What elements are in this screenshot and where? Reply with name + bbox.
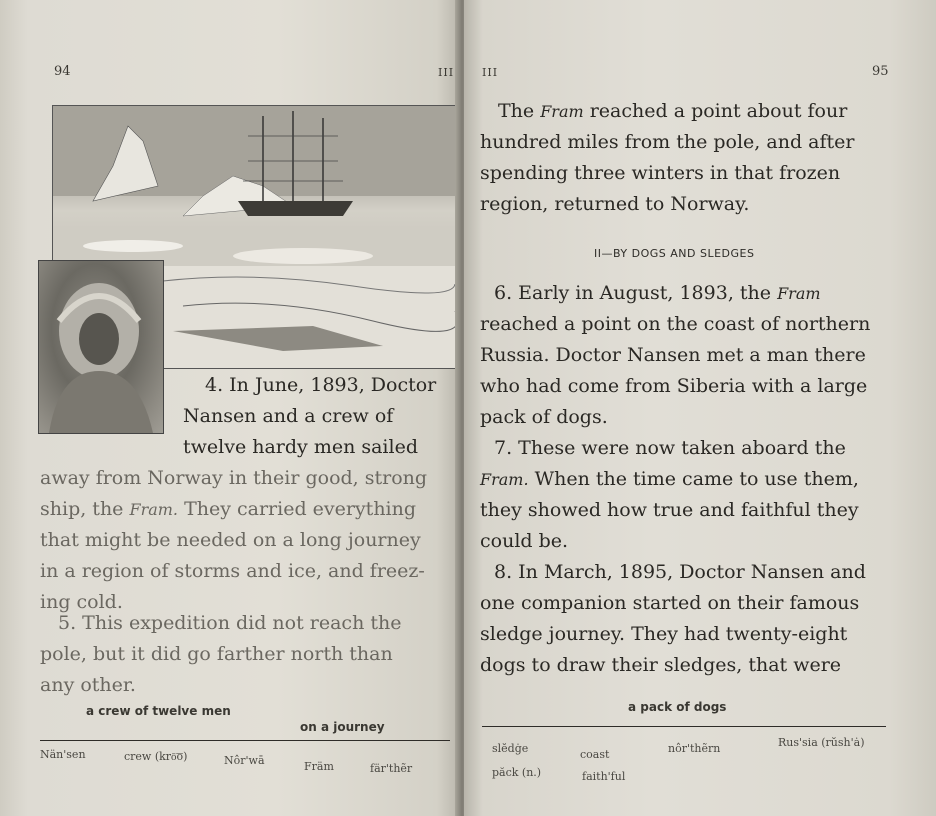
text-line: they showed how true and faithful they [480, 499, 859, 521]
text-line: that might be needed on a long journey [40, 529, 421, 551]
paragraph-6 [480, 278, 870, 433]
text-line: region, returned to Norway. [480, 193, 750, 215]
text-line: 4. In June, 1893, Doctor [205, 374, 437, 396]
paragraph-7 [480, 433, 859, 557]
text-line: away from Norway in their good, strong [40, 467, 428, 489]
pronunciation-word: Nôr'wā [224, 754, 265, 767]
nansen-portrait [38, 260, 164, 434]
paragraph-4-indented [183, 370, 437, 463]
text-line: could be. [480, 530, 569, 552]
text-line: sledge journey. They had twenty-eight [480, 623, 848, 645]
paragraph-continuation [480, 96, 854, 220]
pronunciation-word: crew (krō͞o) [124, 750, 188, 763]
text-line: spending three winters in that frozen [480, 162, 841, 184]
footer-rule [482, 726, 886, 727]
text-line: The Fram reached a point about four [498, 100, 848, 122]
portrait-drawing [39, 261, 163, 433]
text-line: ing cold. [40, 591, 123, 613]
footer-rule [40, 740, 450, 741]
paragraph-8 [480, 557, 866, 681]
page-number: 94 [54, 64, 71, 79]
chapter-mark: III [438, 66, 455, 79]
pronunciation-word: Rus'sia (rŭsh'ȧ) [778, 736, 865, 749]
text-line: dogs to draw their sledges, that were [480, 654, 842, 676]
ship-name-fram: Fram [540, 102, 584, 121]
pronunciation-word: nôr'thẽrn [668, 742, 721, 755]
ship-name-fram: Fram [777, 284, 821, 303]
paragraph-5 [40, 608, 401, 701]
text-line: hundred miles from the pole, and after [480, 131, 855, 153]
text-line: in a region of storms and ice, and freez- [40, 560, 425, 582]
text-line: reached a point on the coast of northern [480, 313, 871, 335]
section-subheading: II—BY DOGS AND SLEDGES [594, 247, 755, 260]
pronunciation-word: Främ [304, 760, 334, 773]
text-line: twelve hardy men sailed [183, 436, 418, 458]
text-line: Russia. Doctor Nansen met a man there [480, 344, 866, 366]
text-line: ship, the Fram. They carried everything [40, 498, 417, 520]
text-line: 8. In March, 1895, Doctor Nansen and [494, 561, 866, 583]
left-page [0, 0, 460, 816]
text-line: Nansen and a crew of [183, 405, 394, 427]
text-line: 5. This expedition did not reach the [58, 612, 402, 634]
text-line: 7. These were now taken aboard the [494, 437, 846, 459]
pronunciation-word: coast [580, 748, 610, 761]
text-line: any other. [40, 674, 136, 696]
text-line: Fram. When the time came to use them, [480, 468, 859, 490]
pronunciation-word: Nän'sen [40, 748, 86, 761]
text-line: pole, but it did go farther north than [40, 643, 393, 665]
footer-phrase: a pack of dogs [628, 700, 727, 714]
paragraph-4-full [40, 463, 427, 618]
footer-phrase: a crew of twelve men [86, 704, 231, 718]
text-line: one companion started on their famous [480, 592, 860, 614]
ship-name-fram: Fram. [480, 470, 529, 489]
pronunciation-word: faith'ful [582, 770, 626, 783]
right-page [464, 0, 936, 816]
chapter-mark: III [482, 66, 499, 79]
pronunciation-word: fär'thẽr [370, 762, 413, 775]
text-line: 6. Early in August, 1893, the Fram [494, 282, 821, 304]
text-line: pack of dogs. [480, 406, 608, 428]
ship-name-fram: Fram. [129, 500, 179, 519]
text-line: who had come from Siberia with a large [480, 375, 868, 397]
footer-phrase: on a journey [300, 720, 385, 734]
page-number: 95 [872, 64, 889, 79]
pronunciation-word: păck (n.) [492, 766, 542, 779]
pronunciation-word: slĕdġe [492, 742, 529, 755]
